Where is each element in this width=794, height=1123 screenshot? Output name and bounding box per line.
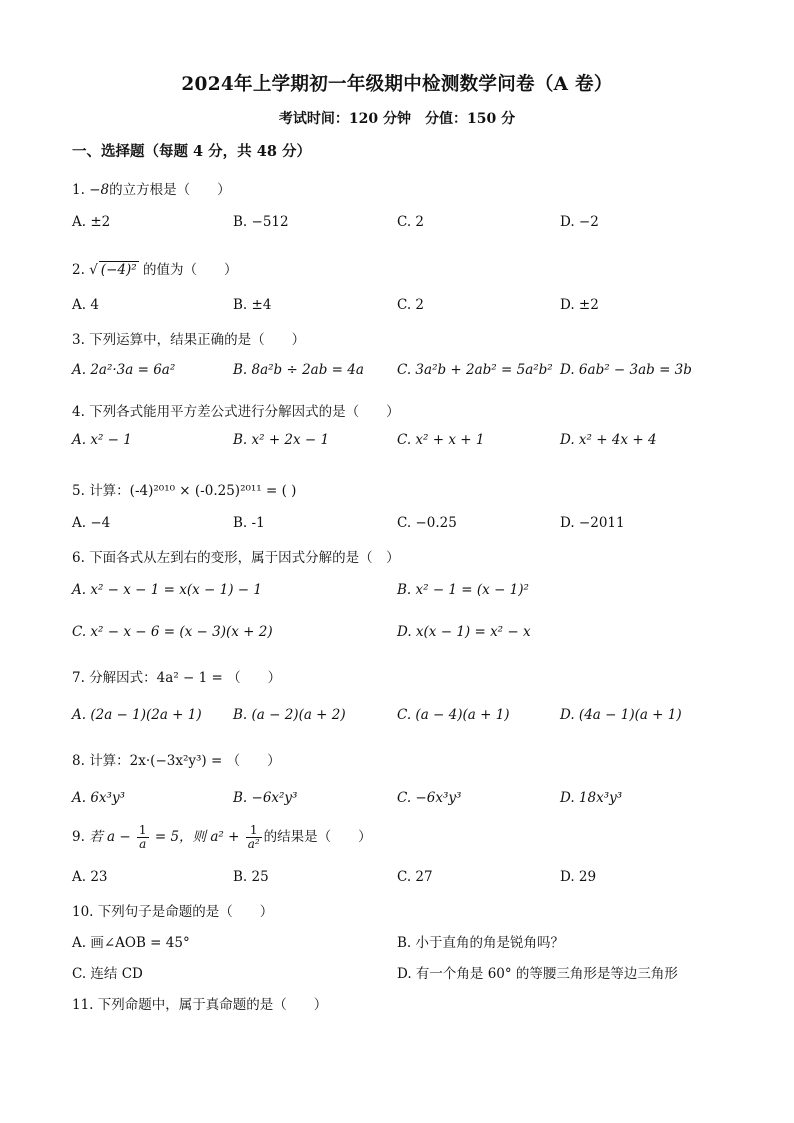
question-number: 7. xyxy=(72,670,85,686)
q10-option-d[interactable]: D. 有一个角是 60° 的等腰三角形是等边三角形 xyxy=(397,966,678,982)
question-number: 3. xyxy=(72,332,85,348)
question-number: 6. xyxy=(72,550,85,566)
question-stem: 下列运算中，结果正确的是（ ） xyxy=(89,332,306,348)
question-number: 2. xyxy=(72,262,85,278)
question-number: 11. xyxy=(72,997,94,1013)
q8-option-c[interactable]: C. −6x³y³ xyxy=(397,790,462,806)
q9-option-a[interactable]: A. 23 xyxy=(72,869,108,885)
question-6 xyxy=(72,546,400,566)
question-stem: 下列各式能用平方差公式进行分解因式的是（ ） xyxy=(89,404,400,420)
q9-option-c[interactable]: C. 27 xyxy=(397,869,433,885)
question-stem: 分解因式：4a² − 1 = （ ） xyxy=(89,670,282,686)
radical-sign: √ xyxy=(89,262,98,278)
q7-option-a[interactable]: A. (2a − 1)(2a + 1) xyxy=(72,707,202,723)
question-11 xyxy=(72,993,327,1013)
q1-option-b[interactable]: B. −512 xyxy=(233,214,289,230)
question-number: 10. xyxy=(72,904,94,920)
q6-option-b[interactable]: B. x² − 1 = (x − 1)² xyxy=(397,582,529,598)
question-stem: 的值为（ ） xyxy=(138,262,238,278)
q8-option-b[interactable]: B. −6x²y³ xyxy=(233,790,298,806)
page-title: 2024年上学期初一年级期中检测数学问卷（A 卷） xyxy=(181,74,613,95)
question-stem-part2: = 5，则 a² + xyxy=(150,829,244,845)
q4-option-a[interactable]: A. x² − 1 xyxy=(72,432,132,448)
q8-option-a[interactable]: A. 6x³y³ xyxy=(72,790,125,806)
question-8 xyxy=(72,749,281,769)
q1-option-a[interactable]: A. ±2 xyxy=(72,214,111,230)
question-1 xyxy=(72,178,231,198)
q9-option-d[interactable]: D. 29 xyxy=(560,869,597,885)
q7-option-c[interactable]: C. (a − 4)(a + 1) xyxy=(397,707,510,723)
fraction-1-over-a-squared: $\frac{1}{\text{a²}}$ xyxy=(247,823,260,851)
question-expression: −8 xyxy=(89,182,110,198)
q7-option-d[interactable]: D. (4a − 1)(a + 1) xyxy=(560,707,682,723)
question-7 xyxy=(72,666,281,686)
q2-option-b[interactable]: B. ±4 xyxy=(233,297,272,313)
q3-option-d[interactable]: D. 6ab² − 3ab = 3b xyxy=(560,362,692,378)
q10-option-b[interactable]: B. 小于直角的角是锐角吗？ xyxy=(397,935,565,951)
question-stem: 计算：(-4)²⁰¹⁰ × (-0.25)²⁰¹¹ = ( ) xyxy=(89,483,297,499)
question-3 xyxy=(72,328,305,348)
q4-option-b[interactable]: B. x² + 2x − 1 xyxy=(233,432,330,448)
question-stem: 计算：2x·(−3x²y³) = （ ） xyxy=(89,753,281,769)
q3-option-b[interactable]: B. 8a²b ÷ 2ab = 4a xyxy=(233,362,364,378)
q5-option-d[interactable]: D. −2011 xyxy=(560,515,625,531)
q5-option-a[interactable]: A. −4 xyxy=(72,515,111,531)
q3-option-c[interactable]: C. 3a²b + 2ab² = 5a²b² xyxy=(397,362,553,378)
q4-option-d[interactable]: D. x² + 4x + 4 xyxy=(560,432,657,448)
q1-option-c[interactable]: C. 2 xyxy=(397,214,425,230)
q10-option-a[interactable]: A. 画∠AOB = 45° xyxy=(72,935,190,951)
question-number: 5. xyxy=(72,483,85,499)
question-2 xyxy=(72,258,237,278)
q4-option-c[interactable]: C. x² + x + 1 xyxy=(397,432,485,448)
question-number: 4. xyxy=(72,404,85,420)
exam-info: 考试时间：120 分钟 分值：150 分 xyxy=(278,111,516,127)
q6-option-d[interactable]: D. x(x − 1) = x² − x xyxy=(397,624,531,640)
question-number: 8. xyxy=(72,753,85,769)
q5-option-c[interactable]: C. −0.25 xyxy=(397,515,457,531)
q2-option-c[interactable]: C. 2 xyxy=(397,297,425,313)
q2-option-a[interactable]: A. 4 xyxy=(72,297,99,313)
q2-option-d[interactable]: D. ±2 xyxy=(560,297,599,313)
question-10 xyxy=(72,900,273,920)
question-number: 1. xyxy=(72,182,85,198)
question-9 xyxy=(72,824,372,851)
q1-option-d[interactable]: D. −2 xyxy=(560,214,599,230)
q8-option-d[interactable]: D. 18x³y³ xyxy=(560,790,623,806)
q5-option-b[interactable]: B. -1 xyxy=(233,515,265,531)
q3-option-a[interactable]: A. 2a²·3a = 6a² xyxy=(72,362,176,378)
q6-option-c[interactable]: C. x² − x − 6 = (x − 3)(x + 2) xyxy=(72,624,273,640)
q10-option-c[interactable]: C. 连结 CD xyxy=(72,966,143,982)
q7-option-b[interactable]: B. (a − 2)(a + 2) xyxy=(233,707,346,723)
question-stem-part1: 若 a − xyxy=(89,829,135,845)
question-stem: 的立方根是（ ） xyxy=(109,182,231,198)
question-stem: 下列句子是命题的是（ ） xyxy=(97,904,274,920)
q6-option-a[interactable]: A. x² − x − 1 = x(x − 1) − 1 xyxy=(72,582,262,598)
question-number: 9. xyxy=(72,829,85,845)
fraction-1-over-a: $\frac{1}{a}$ xyxy=(138,823,147,851)
section-heading: 一、选择题（每题 4 分，共 48 分） xyxy=(72,143,311,160)
question-5 xyxy=(72,479,296,499)
question-stem: 下列命题中，属于真命题的是（ ） xyxy=(97,997,328,1013)
question-stem-part3: 的结果是（ ） xyxy=(263,829,372,845)
question-4 xyxy=(72,400,400,420)
question-expression: (−4)² xyxy=(100,262,137,278)
q9-option-b[interactable]: B. 25 xyxy=(233,869,269,885)
question-stem: 下面各式从左到右的变形，属于因式分解的是（ ） xyxy=(89,550,400,566)
